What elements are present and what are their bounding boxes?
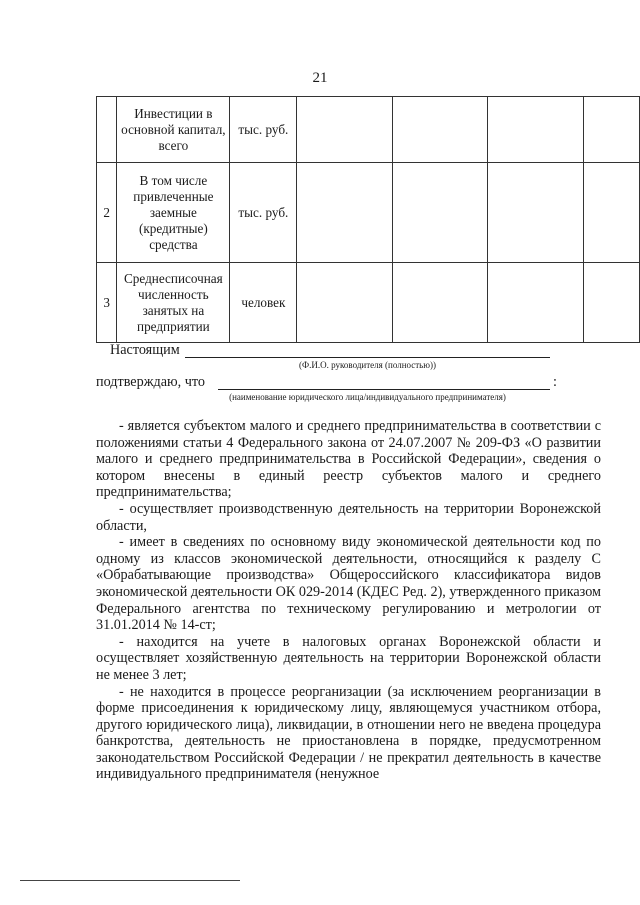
value-cell[interactable] bbox=[584, 163, 640, 263]
row-number bbox=[97, 97, 117, 163]
unit-cell: тыс. руб. bbox=[230, 163, 297, 263]
page-number: 21 bbox=[312, 70, 328, 86]
condition-item: - находится на учете в налоговых органах Воронежской области и осуществляет хозяйственную деятельность на территории Воронежской области не менее 3 лет; bbox=[96, 633, 601, 683]
table-row bbox=[97, 163, 640, 263]
value-cell[interactable] bbox=[297, 263, 393, 343]
value-cell[interactable] bbox=[488, 263, 584, 343]
value-cell[interactable] bbox=[392, 97, 488, 163]
unit-cell: человек bbox=[230, 263, 297, 343]
conditions-list bbox=[96, 418, 601, 783]
indicator-name: Инвестиции в основной капитал, всего bbox=[117, 97, 230, 163]
value-cell[interactable] bbox=[392, 163, 488, 263]
value-cell[interactable] bbox=[584, 97, 640, 163]
condition-item: - осуществляет производственную деятельность на территории Воронежской области, bbox=[96, 500, 601, 534]
condition-item: - имеет в сведениях по основному виду экономической деятельности код по одному из классов экономической деятельности, относящийся к разделу С «Обрабатывающие производства» Общероссийского классификатора видов экономической деятельности ОК 029-2014 (КДЕС Ред. 2), утвержденного приказом Федерального агентства по техническому регулированию и метрологии от 31.01.2014 № 14-ст; bbox=[96, 534, 601, 634]
value-cell[interactable] bbox=[297, 163, 393, 263]
entity-name-caption: (наименование юридического лица/индивидуального предпринимателя) bbox=[229, 392, 506, 402]
value-cell[interactable] bbox=[488, 97, 584, 163]
value-cell[interactable] bbox=[488, 163, 584, 263]
indicators-table bbox=[96, 96, 640, 343]
value-cell[interactable] bbox=[297, 97, 393, 163]
footer-divider bbox=[20, 880, 240, 881]
row-number: 3 bbox=[97, 263, 117, 343]
value-cell[interactable] bbox=[392, 263, 488, 343]
indicator-name: Среднесписочная численность занятых на предприятии bbox=[117, 263, 230, 343]
condition-item: - не находится в процессе реорганизации (за исключением реорганизации в форме присоединения к юридическому лицу, являющемуся участником отбора, другого юридического лица), ликвидации, в отношении него не введена процедура банкротства, деятельность не приостановлена в порядке, предусмотренном законодательством Российской Федерации / не прекратил деятельность в качестве индивидуального предпринимателя (ненужное bbox=[96, 683, 601, 783]
condition-item: - является субъектом малого и среднего предпринимательства в соответствии с положениями статьи 4 Федерального закона от 24.07.2007 № 209-ФЗ «О развитии малого и среднего предпринимательства в Российской Федерации», сведения о котором внесены в единый реестр субъектов малого и среднего предпринимательства; bbox=[96, 418, 601, 501]
entity-name-field[interactable] bbox=[218, 389, 550, 390]
value-cell[interactable] bbox=[584, 263, 640, 343]
colon-mark: : bbox=[553, 374, 557, 390]
row-number: 2 bbox=[97, 163, 117, 263]
table-row bbox=[97, 97, 640, 163]
manager-name-caption: (Ф.И.О. руководителя (полностью)) bbox=[298, 360, 436, 370]
signature-label-confirm: подтверждаю, что bbox=[96, 374, 205, 390]
indicator-name: В том числе привлеченные заемные (кредитные) средства bbox=[117, 163, 230, 263]
manager-name-field[interactable] bbox=[185, 357, 550, 358]
unit-cell: тыс. руб. bbox=[230, 97, 297, 163]
signature-label-hereby: Настоящим bbox=[110, 342, 180, 358]
table-row bbox=[97, 263, 640, 343]
